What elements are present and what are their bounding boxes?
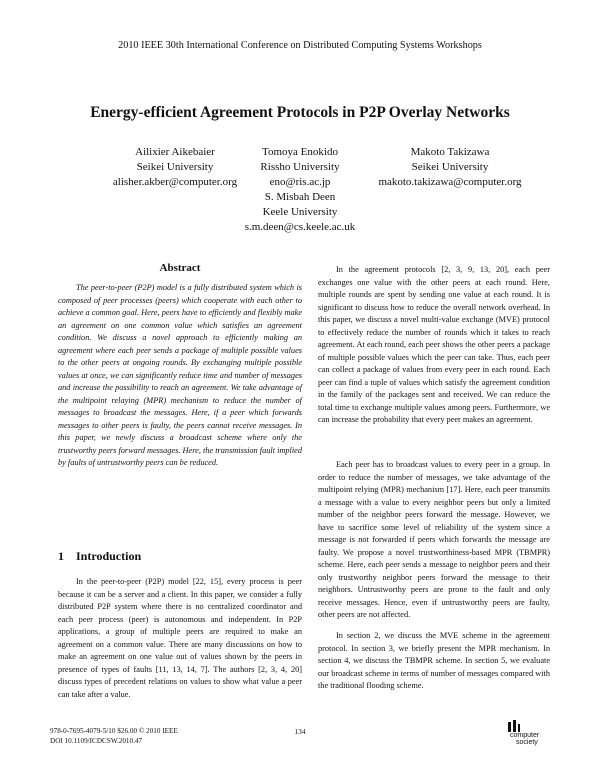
author-email: eno@ris.ac.jp: [269, 176, 331, 188]
section-title: Introduction: [76, 549, 142, 563]
section-heading: [58, 549, 153, 564]
abstract-text: The peer-to-peer (P2P) model is a fully distributed system which is composed of peer processes (peers) which cooperate with each other to achieve a common goal. Here, peers have to efficiently and flexibly make an agreement on one common value which satisfies an agreement condition. We discuss a novel approach to efficiently making an agreement where each peer sends a package of multiple possible values to the other peers at ongoing rounds. By exchanging multiple possible values at once, we can significantly reduce time and number of messages and increase the possibility to reach an agreement. We take advantage of the multipoint relaying (MPR) mechanism to reduce the number of messages to broadcast the messages. Here, if a peer which forwards messages to other peers is faulty, the peers cannot receive messages. In this paper, we newly discuss a broadcast scheme where only the trustworthy peers forward messages. Here, the transmission fault implied by faults of untrustworthy peers can be reduced.: [58, 283, 302, 467]
abstract-heading: Abstract: [159, 262, 201, 274]
logo-mark-icon: [508, 720, 520, 732]
author-affiliation: Seikei University: [136, 161, 214, 173]
section-number: 1: [58, 549, 64, 563]
author-block: [340, 145, 560, 190]
author-affiliation: Rissho University: [260, 161, 340, 173]
body-paragraph: Each peer has to broadcast values to every peer in a group. In order to reduce the number of messages, we take advantage of the multipoint relying (MPR) mechanism [17]. Here, each peer transmits a message with a value to every neighbor peers but only a limited number of the neighbor peers forward the message. However, we have to sacrifice some level of reliability of the system since a message is not forwarded if peers which forwards the message are faulty. We propose a novel trustworthiness-based MPR (TBMPR) scheme. Here, each peer sends a message to neighbor peers and their only trustworthy neighbor peers forward the message to their neighbors. Untrustworthy peers are prone to the fault and only receive messages. Hence, even if untrustworthy peers are faulty, other peers are not affected.: [318, 460, 550, 619]
author-name: Tomoya Enokido: [262, 146, 338, 158]
author-name: Makoto Takizawa: [410, 146, 490, 158]
body-paragraph: In the agreement protocols [2, 3, 9, 13, 20], each peer exchanges one value with the other peers at each round. Here, multiple rounds are spent by sending one value at each round. It is significant to discuss how to reduce the overall network overhead. In this paper, we discuss a novel multi-value exchange (MVE) protocol to effectively reduce the number of rounds which it takes to reach agreement. At each round, each peer shows the other peers a package of multiple possible values which the peer can take. Thus, each peer can collect a package of values from every peer in each round. Each peer can find a tuple of values which satisfy the agreement condition in the family of the packages sent and received. We can reduce the total time to exchange multiple values among peers. Furthermore, we can increase the probability that every peer makes an agreement.: [318, 265, 550, 424]
author-email: s.m.deen@cs.keele.ac.uk: [244, 221, 356, 233]
paper-title: Energy-efficient Agreement Protocols in P2P Overlay Networks: [90, 104, 510, 121]
author-block: [212, 190, 388, 235]
footer-info: [50, 726, 178, 746]
body-paragraph: In section 2, we discuss the MVE scheme in the agreement protocol. In section 3, we briefly present the MPR mechanism. In section 4, we discuss the TBMPR scheme. In section 5, we evaluate our broadcast scheme in terms of number of messages compared with the traditional flooding scheme.: [318, 631, 550, 690]
computer-society-logo: [498, 720, 560, 748]
footer-isbn: 978-0-7695-4079-5/10 $26.00 © 2010 IEEE: [50, 727, 178, 735]
page-number: 134: [294, 727, 306, 736]
author-name: S. Misbah Deen: [264, 191, 336, 203]
author-email: alisher.akber@computer.org: [112, 176, 238, 188]
logo-line2: society: [516, 739, 538, 746]
logo-line1: computer: [510, 732, 540, 739]
conference-header: 2010 IEEE 30th International Conference on Distributed Computing Systems Workshops: [118, 40, 482, 51]
author-affiliation: Seikei University: [411, 161, 489, 173]
intro-paragraph: In the peer-to-peer (P2P) model [22, 15], every process is peer because it can be a server and a client. In this paper, we consider a fully distributed P2P system where there is no centralized coordinator and each peer process (peer) is autonomous and independent. In P2P applications, a group of multiple peers are required to make an agreement on a common value. There are many discussions on how to make an agreement on one value out of values shown by the peers in presence of types of faults [11, 13, 14, 7]. The authors [2, 3, 4, 20] discuss types of precedent relations on values to show what value a peer can take after a value.: [58, 577, 302, 699]
author-name: Ailixier Aikebaier: [135, 146, 215, 158]
footer-doi: DOI 10.1109/ICDCSW.2010.47: [50, 737, 143, 745]
author-affiliation: Keele University: [262, 206, 338, 218]
author-email: makoto.takizawa@computer.org: [378, 176, 522, 188]
